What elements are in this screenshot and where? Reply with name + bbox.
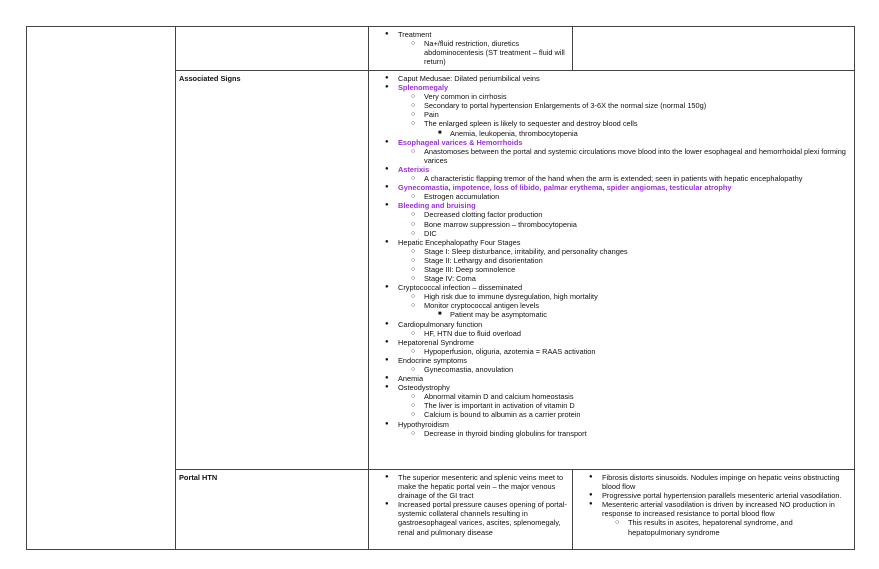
- list-item: ○ Very common in cirrhosis: [369, 92, 850, 101]
- row-label-cell: [176, 71, 369, 470]
- list-item: ● Cryptococcal infection – disseminated: [369, 283, 850, 292]
- list-item: ■ Patient may be asymptomatic: [369, 310, 850, 319]
- list-item: ○ Stage II: Lethargy and disorientation: [369, 256, 850, 265]
- list-item: ● Mesenteric arterial vasodilation is driven by increased NO production in response to increased resistance to portal blood flow: [573, 500, 850, 518]
- list-item: ○ Anastomoses between the portal and systemic circulations move blood into the lower esophageal and hemorrhoidal plexi forming varices: [369, 147, 850, 165]
- list-item: ○ Stage IV: Coma: [369, 274, 850, 283]
- portal-right-list: [573, 473, 850, 537]
- treatment-cell: [369, 27, 573, 71]
- portal-htn-right-cell: [573, 470, 855, 550]
- list-item: ● Treatment: [369, 30, 568, 39]
- portal-htn-left-cell: [369, 470, 573, 550]
- list-item: ○ The liver is important in activation of vitamin D: [369, 401, 850, 410]
- list-item: ● Progressive portal hypertension parallels mesenteric arterial vasodilation.: [573, 491, 850, 500]
- list-item: ○ Stage I: Sleep disturbance, irritability, and personality changes: [369, 247, 850, 256]
- row-label: Portal HTN: [179, 473, 218, 482]
- list-item: ○ DIC: [369, 229, 850, 238]
- list-item: ○ Stage III: Deep somnolence: [369, 265, 850, 274]
- list-item: ○ Pain: [369, 110, 850, 119]
- list-item: ● Fibrosis distorts sinusoids. Nodules impinge on hepatic veins obstructing blood flow: [573, 473, 850, 491]
- blank-column-cell: [27, 27, 176, 550]
- list-item: ● Endocrine symptoms: [369, 356, 850, 365]
- notes-table: [26, 26, 855, 550]
- list-item: ○ Bone marrow suppression – thrombocytopenia: [369, 220, 850, 229]
- list-item: ○ A characteristic flapping tremor of the hand when the arm is extended; seen in patients with hepatic encephalopathy: [369, 174, 850, 183]
- list-item: ○ Abnormal vitamin D and calcium homeostasis: [369, 392, 850, 401]
- list-item: ○ Na+/fluid restriction, diuretics abdominocentesis (ST treatment – fluid will return): [369, 39, 568, 66]
- list-item: ● Hepatorenal Syndrome: [369, 338, 850, 347]
- list-item: ○ Decreased clotting factor production: [369, 210, 850, 219]
- signs-list: [369, 74, 850, 438]
- list-item: ■ Anemia, leukopenia, thrombocytopenia: [369, 129, 850, 138]
- list-item: ○ High risk due to immune dysregulation, high mortality: [369, 292, 850, 301]
- row-label-cell: [176, 27, 369, 71]
- list-item: ● Gynecomastia, impotence, loss of libido, palmar erythema, spider angiomas, testicular atrophy: [369, 183, 850, 192]
- list-item: ○ Gynecomastia, anovulation: [369, 365, 850, 374]
- list-item: ● Osteodystrophy: [369, 383, 850, 392]
- table-row: [27, 27, 855, 71]
- list-item: ○ Hypoperfusion, oliguria, azotemia = RAAS activation: [369, 347, 850, 356]
- list-item: ○ HF, HTN due to fluid overload: [369, 329, 850, 338]
- list-item: ○ Estrogen accumulation: [369, 192, 850, 201]
- list-item: ● Asterixis: [369, 165, 850, 174]
- row-label-cell: [176, 470, 369, 550]
- list-item: ● Hepatic Encephalopathy Four Stages: [369, 238, 850, 247]
- empty-cell: [573, 27, 855, 71]
- list-item: ● Bleeding and bruising: [369, 201, 850, 210]
- list-item: ● Esophageal varices & Hemorrhoids: [369, 138, 850, 147]
- list-item: ● Caput Medusae: Dilated periumbilical veins: [369, 74, 850, 83]
- list-item: ○ Secondary to portal hypertension Enlargements of 3-6X the normal size (normal 150g): [369, 101, 850, 110]
- list-item: ● Increased portal pressure causes opening of portal-systemic collateral channels resulting in gastroesophageal varices, ascites, splenomegaly, renal and pulmonary disease: [369, 500, 568, 536]
- row-label: Associated Signs: [179, 74, 241, 83]
- list-item: ● Hypothyroidism: [369, 420, 850, 429]
- list-item: ● Splenomegaly: [369, 83, 850, 92]
- list-item: ● Cardiopulmonary function: [369, 320, 850, 329]
- list-item: ○ The enlarged spleen is likely to sequester and destroy blood cells: [369, 119, 850, 128]
- list-item: ○ Decrease in thyroid binding globulins for transport: [369, 429, 850, 438]
- list-item: ○ Monitor cryptococcal antigen levels: [369, 301, 850, 310]
- list-item: ● The superior mesenteric and splenic veins meet to make the hepatic portal vein – the major venous drainage of the GI tract: [369, 473, 568, 500]
- list-item: ○ This results in ascites, hepatorenal syndrome, and hepatopulmonary syndrome: [573, 518, 850, 536]
- list-item: ○ Calcium is bound to albumin as a carrier protein: [369, 410, 850, 419]
- associated-signs-cell: [369, 71, 855, 470]
- list-item: ● Anemia: [369, 374, 850, 383]
